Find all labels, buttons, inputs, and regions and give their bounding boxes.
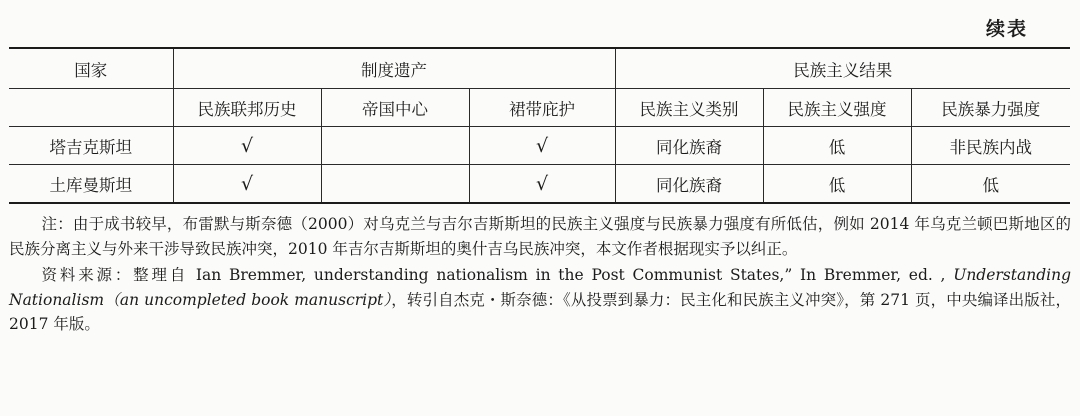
header-nationalism-type: 民族主义类别 bbox=[615, 89, 763, 127]
table-notes bbox=[9, 212, 1071, 337]
table-row bbox=[9, 165, 1070, 204]
header-country: 国家 bbox=[9, 48, 173, 89]
note-paragraph: 注：由于成书较早，布雷默与斯奈德（2000）对乌克兰与吉尔吉斯斯坦的民族主义强度与民族暴力强度有所低估，例如 2014 年乌克兰顿巴斯地区的民族分离主义与外来干涉导致民族冲突，2010 年吉尔吉斯斯坦的奥什吉乌民族冲突，本文作者根据现实予以纠正。 bbox=[9, 215, 1071, 258]
header-imperial-center: 帝国中心 bbox=[321, 89, 469, 127]
cell-nationalism-type: 同化族裔 bbox=[615, 165, 763, 204]
header-empty bbox=[9, 89, 173, 127]
source-suffix: ，转引自杰克・斯奈德：《从投票到暴力：民主化和民族主义冲突》，第 271 页，中央编译出版社，2017 年版。 bbox=[9, 290, 1072, 333]
header-institutional-legacy: 制度遗产 bbox=[173, 48, 615, 89]
header-patronage: 裙带庇护 bbox=[469, 89, 615, 127]
cell-ethnic-violence: 非民族内战 bbox=[911, 127, 1070, 165]
table-row bbox=[9, 127, 1070, 165]
cell-country: 土库曼斯坦 bbox=[9, 165, 173, 204]
header-federal-history: 民族联邦历史 bbox=[173, 89, 321, 127]
cell-imperial-center bbox=[321, 165, 469, 204]
header-row-2 bbox=[9, 89, 1070, 127]
source-book-title: Understanding Nationalism（an uncompleted book manuscript） bbox=[9, 266, 1071, 309]
cell-imperial-center bbox=[321, 127, 469, 165]
cell-ethnic-violence: 低 bbox=[911, 165, 1070, 204]
cell-country: 塔吉克斯坦 bbox=[9, 127, 173, 165]
header-nationalism-outcome: 民族主义结果 bbox=[615, 48, 1070, 89]
continuation-label: 续表 bbox=[985, 18, 1028, 40]
cell-patronage: √ bbox=[469, 165, 615, 204]
header-nationalism-intensity: 民族主义强度 bbox=[763, 89, 911, 127]
cell-nationalism-intensity: 低 bbox=[763, 127, 911, 165]
header-ethnic-violence: 民族暴力强度 bbox=[911, 89, 1070, 127]
cell-patronage: √ bbox=[469, 127, 615, 165]
data-table bbox=[9, 47, 1070, 204]
header-row-1 bbox=[9, 48, 1070, 89]
cell-federal-history: √ bbox=[173, 127, 321, 165]
cell-nationalism-type: 同化族裔 bbox=[615, 127, 763, 165]
cell-federal-history: √ bbox=[173, 165, 321, 204]
source-paragraph bbox=[9, 263, 1071, 337]
cell-nationalism-intensity: 低 bbox=[763, 165, 911, 204]
source-prefix: 资料来源：整理自 Ian Bremmer, understanding nationalism in the Post Communist States,” In Bremmer, ed. , bbox=[41, 266, 954, 284]
